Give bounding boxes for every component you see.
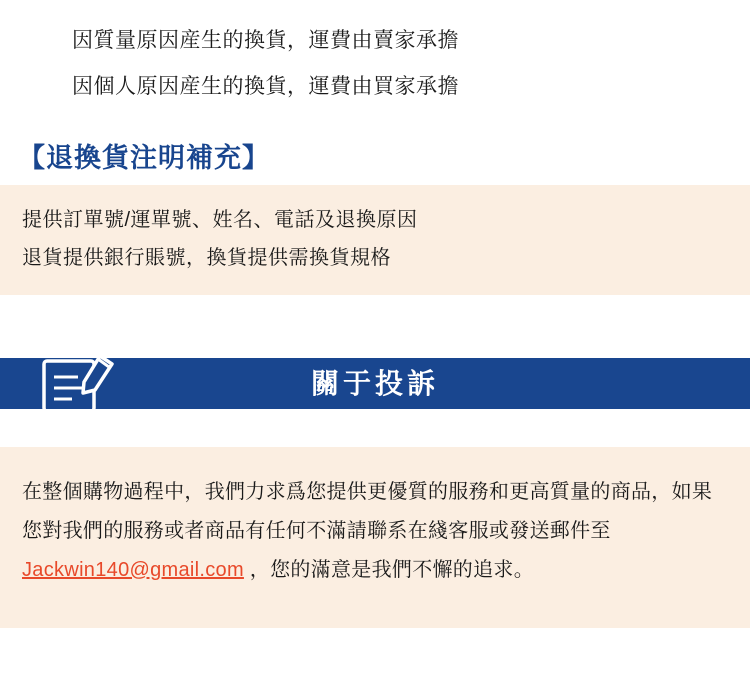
return-policy-line: 因質量原因産生的換貨，運費由賣家承擔: [72, 29, 459, 52]
pencil-note-icon: [38, 347, 114, 417]
return-policy-lines: [0, 0, 750, 110]
return-policy-line: 因個人原因産生的換貨，運費由買家承擔: [72, 75, 459, 98]
notes-line: 提供訂單號/運單號、姓名、電話及退換原因: [22, 209, 418, 231]
notes-box: [0, 185, 750, 295]
notes-section-heading: 【退換貨注明補充】: [18, 143, 270, 173]
complaint-text-after-email: ，您的滿意是我們不懈的追求。: [243, 559, 534, 581]
complaint-text-before-email: 在整個購物過程中，我們力求爲您提供更優質的服務和更高質量的商品，如果您對我們的服務或者商品有任何不滿請聯系在綫客服或發送郵件至: [22, 481, 713, 542]
complaint-paragraph: [0, 473, 750, 590]
complaint-banner: [0, 347, 750, 417]
contact-email[interactable]: Jackwin140@gmail.com: [22, 559, 244, 581]
complaint-text-box: [0, 447, 750, 628]
notes-line: 退貨提供銀行賬號，換貨提供需換貨規格: [22, 247, 391, 269]
complaint-banner-title: 關于投訴: [310, 368, 439, 399]
